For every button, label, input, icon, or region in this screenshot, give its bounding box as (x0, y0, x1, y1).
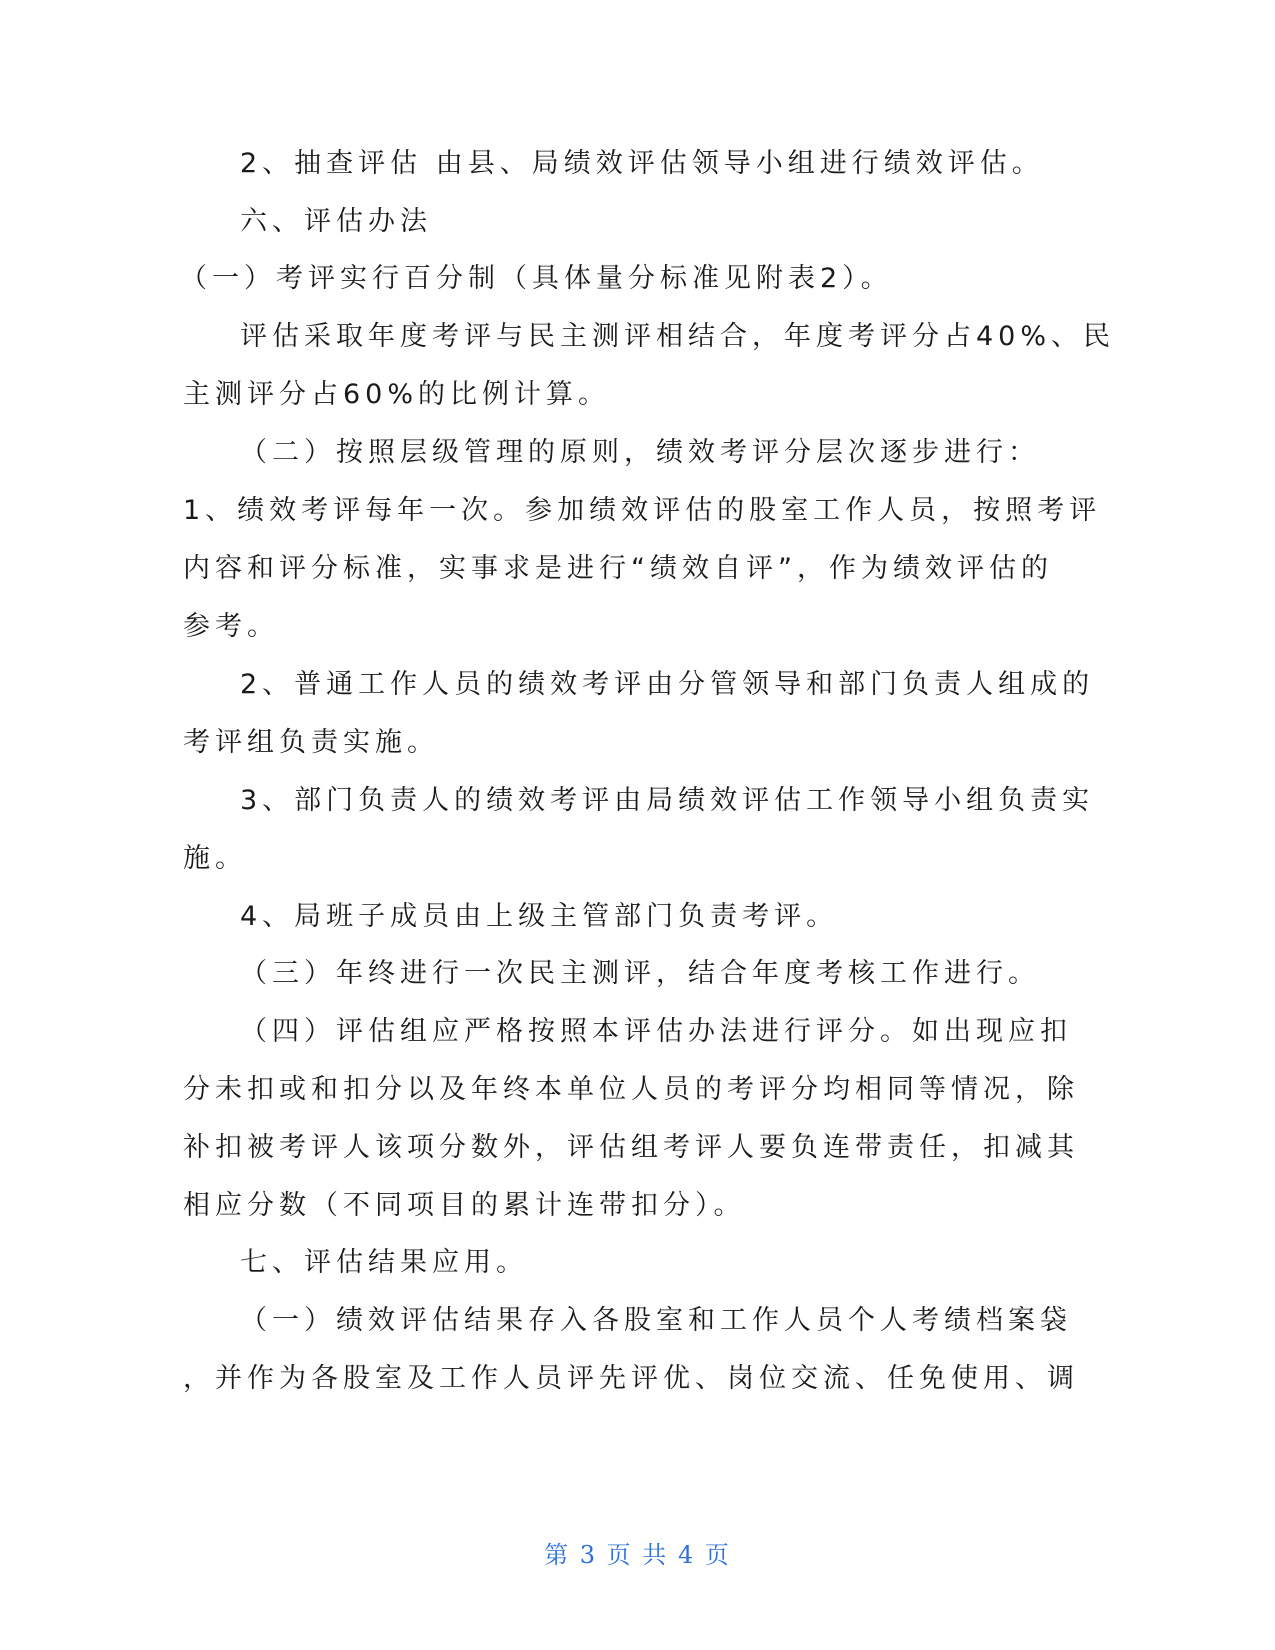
paragraph-line: ，并作为各股室及工作人员评先评优、岗位交流、任免使用、调 (183, 1363, 1079, 1394)
section-heading: 六、评估办法 (240, 206, 432, 237)
paragraph-line: （一）考评实行百分制（具体量分标准见附表2）。 (180, 263, 893, 294)
paragraph-line: 分未扣或和扣分以及年终本单位人员的考评分均相同等情况，除 (183, 1074, 1079, 1105)
paragraph-line: 4、局班子成员由上级主管部门负责考评。 (240, 901, 839, 932)
page-number-footer: 第 3 页 共 4 页 (544, 1541, 731, 1569)
paragraph-line: （四）评估组应严格按照本评估办法进行评分。如出现应扣 (240, 1016, 1072, 1047)
paragraph-line: 补扣被考评人该项分数外，评估组考评人要负连带责任，扣减其 (183, 1132, 1079, 1163)
paragraph-line: 参考。 (183, 611, 279, 642)
paragraph-line: （一）绩效评估结果存入各股室和工作人员个人考绩档案袋 (240, 1305, 1072, 1336)
paragraph-line: 2、抽查评估 由县、局绩效评估领导小组进行绩效评估。 (240, 148, 1044, 179)
paragraph-line: 主测评分占60%的比例计算。 (183, 379, 611, 410)
paragraph-line: 2、普通工作人员的绩效考评由分管领导和部门负责人组成的 (240, 669, 1095, 700)
paragraph-line: 施。 (183, 843, 247, 874)
paragraph-line: 1、绩效考评每年一次。参加绩效评估的股室工作人员，按照考评 (183, 495, 1102, 526)
paragraph-line: （三）年终进行一次民主测评，结合年度考核工作进行。 (240, 958, 1040, 989)
paragraph-line: 评估采取年度考评与民主测评相结合，年度考评分占40%、民 (240, 321, 1116, 352)
paragraph-line: 内容和评分标准，实事求是进行“绩效自评”，作为绩效评估的 (183, 553, 1053, 584)
paragraph-line: 相应分数（不同项目的累计连带扣分）。 (183, 1190, 746, 1221)
paragraph-line: （二）按照层级管理的原则，绩效考评分层次逐步进行： (240, 437, 1040, 468)
paragraph-line: 考评组负责实施。 (183, 727, 439, 758)
section-heading: 七、评估结果应用。 (240, 1247, 528, 1278)
paragraph-line: 3、部门负责人的绩效考评由局绩效评估工作领导小组负责实 (240, 785, 1095, 816)
